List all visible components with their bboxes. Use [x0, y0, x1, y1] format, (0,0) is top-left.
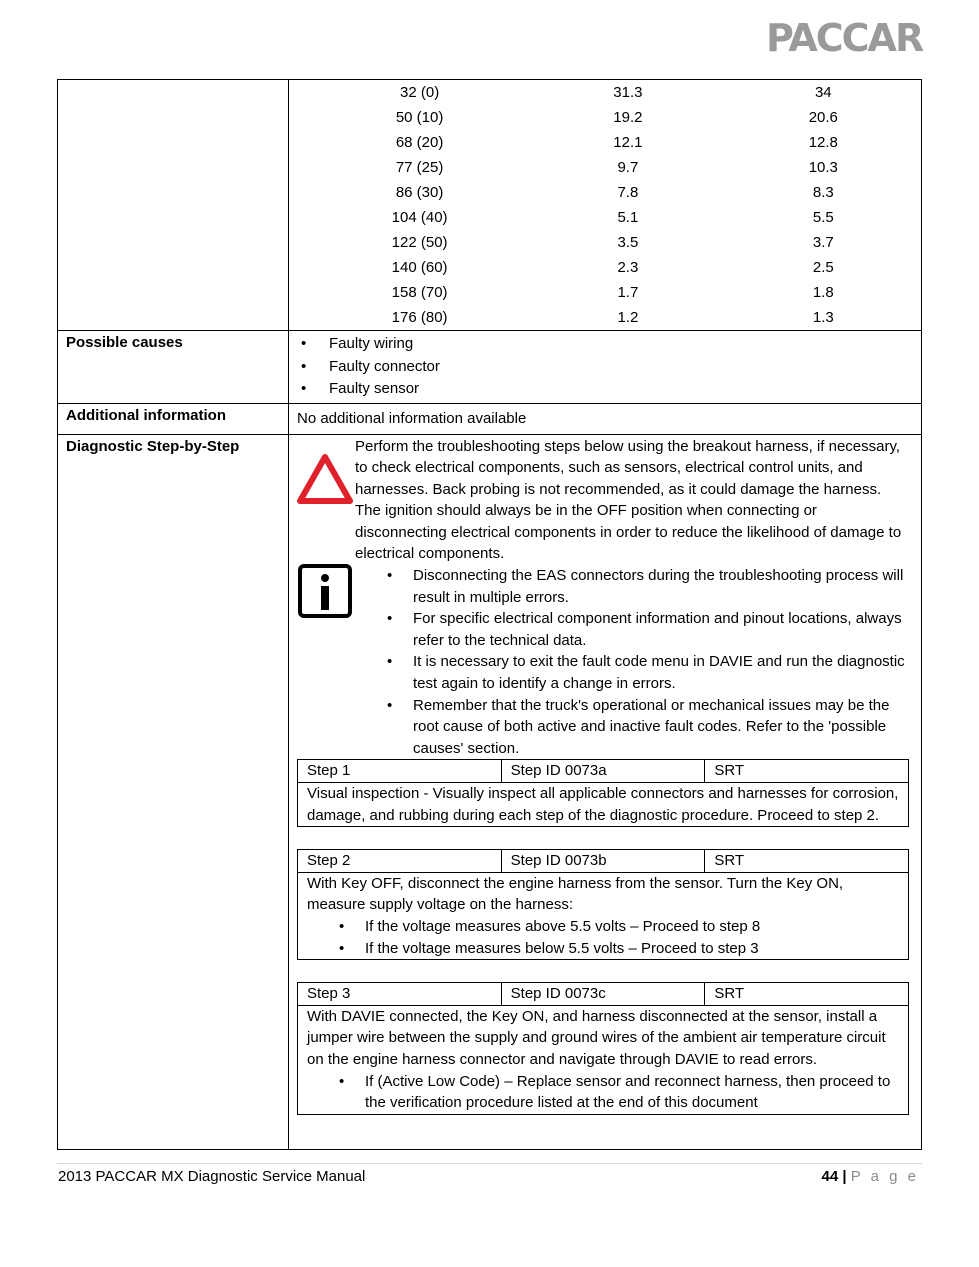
temperature-cell: 50 (10) [395, 109, 444, 126]
footer-manual-title: 2013 PACCAR MX Diagnostic Service Manual [58, 1168, 366, 1185]
step-srt: SRT [705, 760, 909, 783]
footer-page [822, 1168, 920, 1185]
step-number: Step 1 [298, 760, 502, 783]
additional-information-cell [289, 403, 922, 434]
empty-label-cell [58, 80, 289, 331]
temperature-cell: 158 (70) [391, 284, 448, 301]
step-number: Step 2 [298, 850, 502, 873]
diagnostic-steps [297, 759, 909, 1114]
step-spacer [297, 827, 909, 849]
resistance-min-cell: 9.7 [617, 159, 639, 176]
step-body-row [298, 872, 909, 959]
resistance-min-cell: 1.2 [617, 309, 639, 326]
fault-code-table [57, 79, 922, 1150]
temperature-table-row [289, 305, 921, 330]
resistance-min-cell: 5.1 [617, 209, 639, 226]
resistance-max-cell: 8.3 [812, 184, 834, 201]
resistance-max-cell: 1.8 [812, 284, 834, 301]
temperature-cell: 32 (0) [400, 84, 440, 101]
temperature-table-row [289, 155, 921, 180]
temperature-cell: 140 (60) [391, 259, 448, 276]
step-spacer [297, 960, 909, 982]
step-body-row [298, 1005, 909, 1114]
resistance-max-cell: 10.3 [808, 159, 838, 176]
possible-causes-row [58, 331, 922, 404]
resistance-min-cell: 31.3 [613, 84, 643, 101]
resistance-min-cell: 1.7 [617, 284, 639, 301]
page-number: 44 [821, 1168, 839, 1185]
step-text: With Key OFF, disconnect the engine harness from the sensor. Turn the Key ON, measure supply voltage on the harness: [307, 874, 844, 914]
temperature-table-row [289, 255, 921, 280]
step-srt: SRT [705, 983, 909, 1006]
resistance-min-cell: 7.8 [617, 184, 639, 201]
temperature-cell: 104 (40) [391, 209, 448, 226]
step-id: Step ID 0073a [501, 760, 705, 783]
diagnostic-cell [289, 434, 922, 1149]
temperature-table-row [289, 80, 921, 105]
step-bullet: • If (Active Low Code) – Replace sensor and reconnect harness, then proceed to the verification procedure listed at the end of this document [365, 1071, 899, 1114]
page-separator: | [842, 1168, 847, 1185]
step-id: Step ID 0073c [501, 983, 705, 1006]
step-table [297, 982, 909, 1115]
possible-cause-item: • Faulty wiring [329, 333, 921, 356]
warning-triangle-icon [297, 453, 353, 505]
resistance-min-cell: 3.5 [617, 234, 639, 251]
possible-causes-cell [289, 331, 922, 404]
temperature-row [58, 80, 922, 331]
information-item: • It is necessary to exit the fault code menu in DAVIE and run the diagnostic test again to identify a change in errors. [413, 651, 909, 694]
step-header-row [298, 850, 909, 873]
step-number: Step 3 [298, 983, 502, 1006]
temperature-table-row [289, 280, 921, 305]
step-text: Visual inspection - Visually inspect all applicable connectors and harnesses for corrosion, damage, and rubbing during each step of the diagnostic procedure. Proceed to step 2. [307, 785, 899, 824]
step-bullet: • If the voltage measures below 5.5 volts – Proceed to step 3 [365, 938, 899, 960]
step-bullet: • If the voltage measures above 5.5 volts – Proceed to step 8 [365, 916, 899, 938]
paccar-logo: PACCAR [766, 16, 923, 60]
temperature-table-row [289, 105, 921, 130]
temperature-resistance-table [289, 80, 921, 330]
resistance-max-cell: 1.3 [812, 309, 834, 326]
step-table [297, 759, 909, 827]
additional-information-text: No additional information available [297, 409, 527, 427]
resistance-max-cell: 34 [814, 84, 832, 101]
possible-cause-item: • Faulty sensor [329, 378, 921, 401]
resistance-max-cell: 3.7 [812, 234, 834, 251]
step-bullets [307, 916, 899, 959]
resistance-min-cell: 2.3 [617, 259, 639, 276]
step-body [298, 783, 909, 827]
temperature-cell: 176 (80) [391, 309, 448, 326]
resistance-max-cell: 5.5 [812, 209, 834, 226]
information-item: • For specific electrical component information and pinout locations, always refer to the technical data. [413, 608, 909, 651]
diagnostic-row [58, 434, 922, 1149]
step-body [298, 1005, 909, 1114]
temperature-cell: 86 (30) [395, 184, 444, 201]
diagnostic-label: Diagnostic Step-by-Step [58, 434, 289, 1149]
step-text: With DAVIE connected, the Key ON, and harness disconnected at the sensor, install a jumper wire between the supply and ground wires of the ambient air temperature circuit on the engine harness connector and navigate through DAVIE to read errors. [307, 1007, 886, 1068]
step-srt: SRT [705, 850, 909, 873]
additional-information-row [58, 403, 922, 434]
step-body [298, 872, 909, 959]
information-item: • Remember that the truck's operational or mechanical issues may be the root cause of both active and inactive fault codes. Refer to the 'possible causes' section. [413, 695, 909, 760]
possible-causes-list [289, 331, 921, 403]
additional-information-label: Additional information [58, 403, 289, 434]
step-id: Step ID 0073b [501, 850, 705, 873]
step-header-row [298, 760, 909, 783]
page-word: P a g e [850, 1168, 919, 1185]
information-item: • Disconnecting the EAS connectors during the troubleshooting process will result in multiple errors. [413, 565, 909, 608]
step-body-row [298, 783, 909, 827]
temperature-table-row [289, 180, 921, 205]
information-list [297, 565, 909, 759]
step-table [297, 849, 909, 960]
step-header-row [298, 983, 909, 1006]
resistance-max-cell: 12.8 [808, 134, 838, 151]
temperature-table-row [289, 230, 921, 255]
temperature-cell: 68 (20) [395, 134, 444, 151]
temperature-table-row [289, 130, 921, 155]
temperature-values-cell [289, 80, 922, 331]
possible-causes-label: Possible causes [58, 331, 289, 404]
footer-divider [57, 1163, 922, 1164]
resistance-min-cell: 12.1 [613, 134, 643, 151]
information-icon [297, 563, 353, 619]
resistance-max-cell: 2.5 [812, 259, 834, 276]
resistance-min-cell: 19.2 [613, 109, 643, 126]
temperature-cell: 122 (50) [391, 234, 448, 251]
step-bullets [307, 1071, 899, 1114]
warning-text: Perform the troubleshooting steps below using the breakout harness, if necessary, to check electrical components, such as sensors, electrical control units, and harnesses. Back probing is not recommended, as it could damage the harness. The ignition should always be in the OFF position when connecting or disconnecting electrical components in order to reduce the likelihood of damage to electrical components. [355, 437, 902, 563]
temperature-cell: 77 (25) [395, 159, 444, 176]
resistance-max-cell: 20.6 [808, 109, 838, 126]
temperature-table-row [289, 205, 921, 230]
possible-cause-item: • Faulty connector [329, 356, 921, 379]
